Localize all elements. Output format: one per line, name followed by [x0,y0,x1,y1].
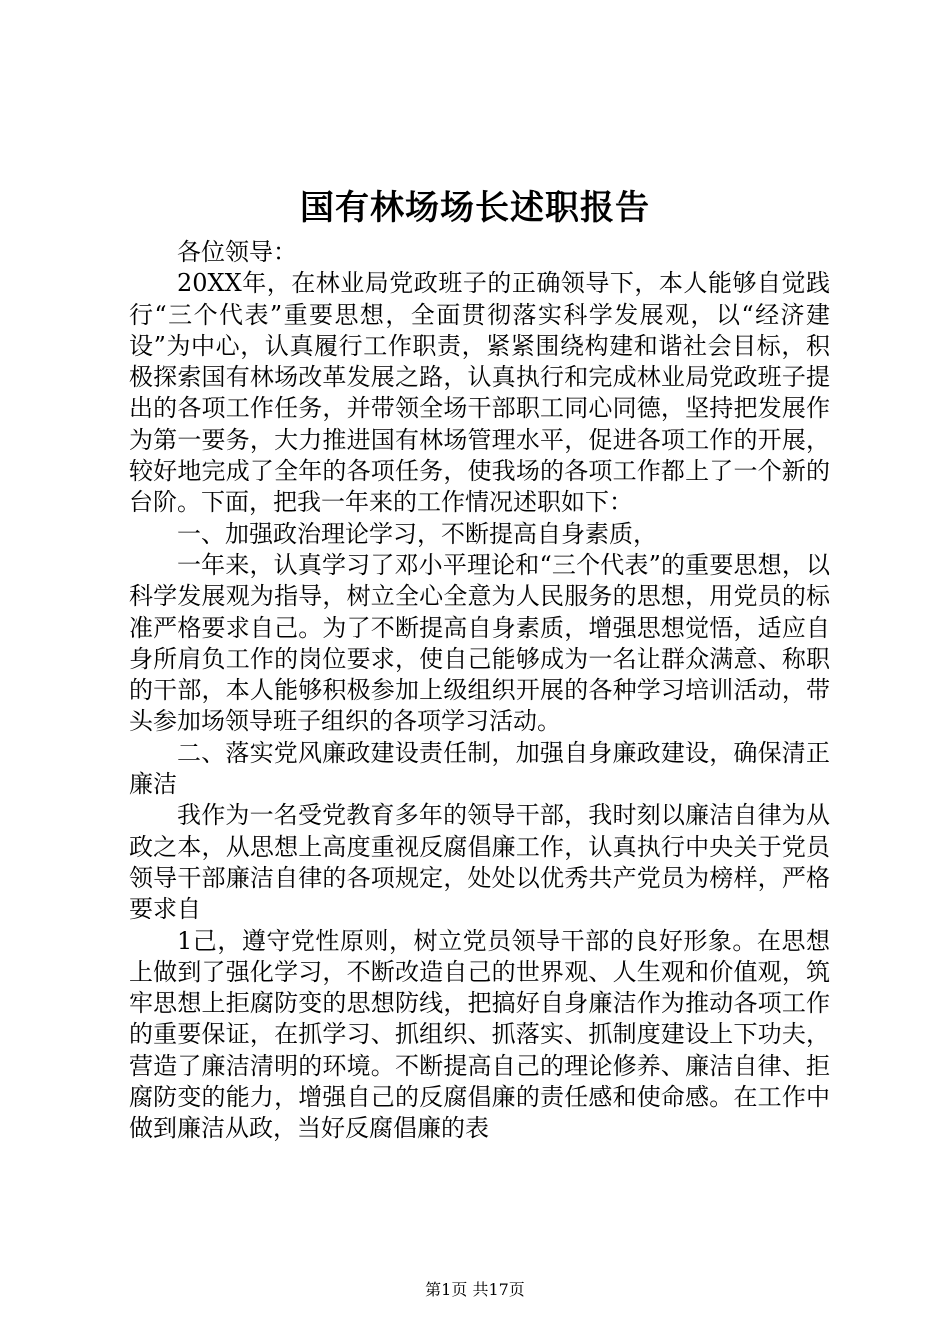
section-2-paragraph-continued: 1己，遵守党性原则，树立党员领导干部的良好形象。在思想上做到了强化学习，不断改造自己的世界观、人生观和价值观，筑牢思想上拒腐防变的思想防线，把搞好自身廉洁作为推动各项工作的重要保证，在抓学习、抓组织、抓落实、抓制度建设上下功夫，营造了廉洁清明的环境。不断提高自己的理论修养、廉洁自律、拒腐防变的能力，增强自己的反腐倡廉的责任感和使命感。在工作中做到廉洁从政，当好反腐倡廉的表 [129,926,830,1143]
section-1-paragraph: 一年来，认真学习了邓小平理论和“三个代表”的重要思想，以科学发展观为指导，树立全心全意为人民服务的思想，用党员的标准严格要求自己。为了不断提高自身素质，增强思想觉悟，适应自身所肩负工作的岗位要求，使自己能够成为一名让群众满意、称职的干部，本人能够积极参加上级组织开展的各种学习培训活动，带头参加场领导班子组织的各项学习活动。 [129,550,830,736]
document-body [129,237,830,1145]
document-title: 国有林场场长述职报告 [300,188,650,228]
page-footer: 第1页 共17页 [425,1280,525,1299]
section-heading-1: 一、加强政治理论学习，不断提高自身素质， [177,519,657,548]
intro-paragraph: 20XX年，在林业局党政班子的正确领导下，本人能够自觉践行“三个代表”重要思想，全面贯彻落实科学发展观，以“经济建设”为中心，认真履行工作职责，紧紧围绕构建和谐社会目标，积极探索国有林场改革发展之路，认真执行和完成林业局党政班子提出的各项工作任务，并带领全场干部职工同心同德，坚持把发展作为第一要务，大力推进国有林场管理水平，促进各项工作的开展，较好地完成了全年的各项任务，使我场的各项工作都上了一个新的台阶。下面，把我一年来的工作情况述职如下： [129,269,830,517]
salutation-paragraph: 各位领导： [177,238,297,266]
section-2-paragraph: 我作为一名受党教育多年的领导干部，我时刻以廉洁自律为从政之本，从思想上高度重视反腐倡廉工作，认真执行中央关于党员领导干部廉洁自律的各项规定，处处以优秀共产党员为榜样，严格要求自 [129,801,830,924]
section-heading-2: 二、落实党风廉政建设责任制，加强自身廉政建设，确保清正廉洁 [129,738,830,799]
